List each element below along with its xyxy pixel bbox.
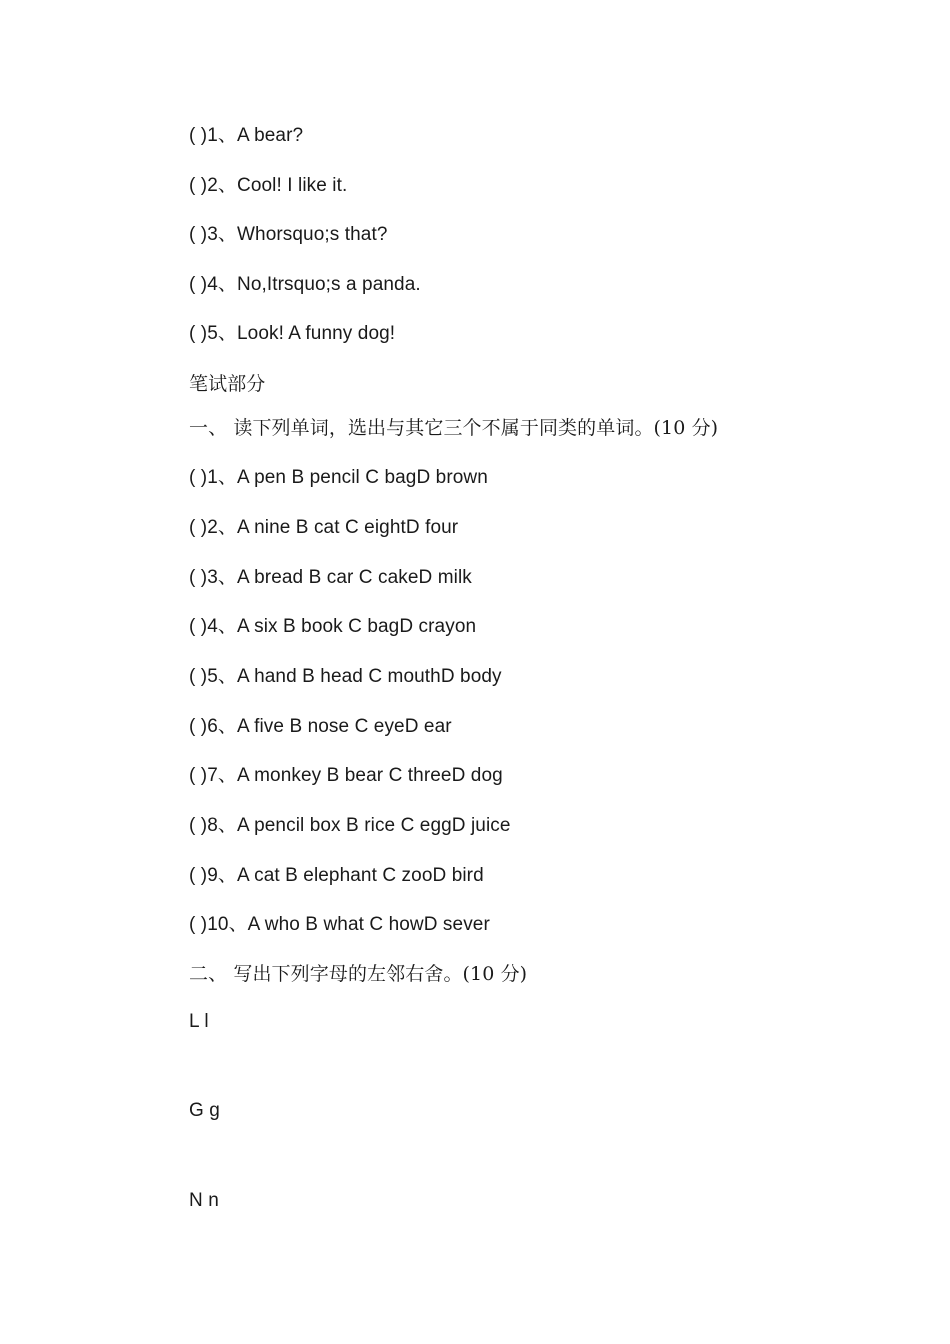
listening-item-4: ( )4、No,Itrsquo;s a panda. — [189, 274, 421, 295]
listening-item-1: ( )1、A bear? — [189, 125, 304, 146]
part1-item-5: ( )5、A hand B head C mouthD body — [189, 666, 502, 687]
part1-item-10: ( )10、A who B what C howD sever — [189, 914, 490, 935]
letter-pair-l: L l — [189, 1011, 209, 1032]
listening-item-2: ( )2、Cool! I like it. — [189, 175, 348, 196]
letter-pair-n: N n — [189, 1190, 219, 1211]
letter-pair-g: G g — [189, 1100, 220, 1121]
part1-item-8: ( )8、A pencil box B rice C eggD juice — [189, 815, 511, 836]
part1-item-1: ( )1、A pen B pencil C bagD brown — [189, 467, 488, 488]
part2-heading: 二、 写出下列字母的左邻右舍。(10 分) — [189, 963, 528, 985]
part1-item-7: ( )7、A monkey B bear C threeD dog — [189, 765, 503, 786]
part1-item-6: ( )6、A five B nose C eyeD ear — [189, 716, 452, 737]
written-section-title: 笔试部分 — [189, 373, 266, 395]
listening-item-5: ( )5、Look! A funny dog! — [189, 323, 396, 344]
part1-item-4: ( )4、A six B book C bagD crayon — [189, 616, 477, 637]
listening-item-3: ( )3、Whorsquo;s that? — [189, 224, 388, 245]
part1-item-9: ( )9、A cat B elephant C zooD bird — [189, 865, 484, 886]
part1-item-2: ( )2、A nine B cat C eightD four — [189, 517, 459, 538]
part1-item-3: ( )3、A bread B car C cakeD milk — [189, 567, 472, 588]
part1-heading: 一、 读下列单词，选出与其它三个不属于同类的单词。(10 分) — [189, 417, 719, 439]
